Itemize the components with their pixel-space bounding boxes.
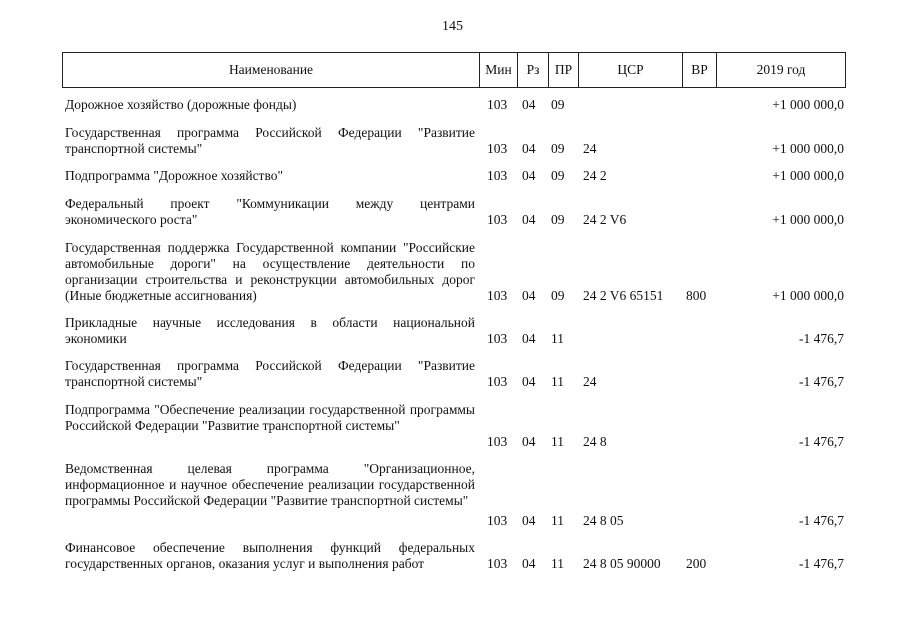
row-csr: 24 [583, 141, 597, 156]
row-min: 103 [487, 141, 508, 156]
row-rz: 04 [522, 374, 536, 389]
row-amount: +1 000 000,0 [772, 141, 844, 156]
row-csr: 24 8 [583, 434, 607, 449]
row-name: Подпрограмма "Обеспечение реализации государственной программы Российской Федерации "Развитие транспортной системы" [65, 402, 475, 433]
row-pr: 09 [551, 97, 565, 112]
page-number: 145 [442, 19, 463, 34]
row-amount: +1 000 000,0 [772, 288, 844, 303]
row-pr: 11 [551, 331, 564, 346]
row-min: 103 [487, 331, 508, 346]
row-rz: 04 [522, 513, 536, 528]
row-name: Дорожное хозяйство (дорожные фонды) [65, 97, 297, 112]
row-pr: 09 [551, 212, 565, 227]
row-csr: 24 [583, 374, 597, 389]
row-pr: 11 [551, 556, 564, 571]
row-rz: 04 [522, 141, 536, 156]
row-min: 103 [487, 288, 508, 303]
row-name: Государственная программа Российской Федерации "Развитие транспортной системы" [65, 125, 475, 156]
row-rz: 04 [522, 331, 536, 346]
row-name: Государственная поддержка Государственной компании "Российские автомобильные дороги" на осуществление деятельности по организации строительства и реконструкции автомобильных дорог (Иные бюджетные ассигнования) [65, 240, 475, 303]
row-amount: +1 000 000,0 [772, 168, 844, 183]
header-name: Наименование [228, 62, 314, 77]
header-min: Мин [479, 53, 517, 87]
row-rz: 04 [522, 212, 536, 227]
row-vr: 800 [686, 288, 707, 303]
header-rz: Рз [517, 53, 548, 87]
row-csr: 24 8 05 [583, 513, 624, 528]
row-min: 103 [487, 513, 508, 528]
row-min: 103 [487, 97, 508, 112]
header-year: 2019 год [716, 53, 845, 87]
row-name: Федеральный проект "Коммуникации между центрами экономического роста" [65, 196, 475, 227]
row-min: 103 [487, 374, 508, 389]
row-amount: -1 476,7 [799, 434, 844, 449]
row-csr: 24 2 V6 65151 [583, 288, 664, 303]
row-amount: -1 476,7 [799, 374, 844, 389]
table-header [62, 52, 846, 88]
row-csr: 24 8 05 90000 [583, 556, 661, 571]
row-amount: +1 000 000,0 [772, 212, 844, 227]
row-rz: 04 [522, 97, 536, 112]
row-csr: 24 2 V6 [583, 212, 627, 227]
header-pr: ПР [548, 53, 578, 87]
row-pr: 11 [551, 374, 564, 389]
row-name: Подпрограмма "Дорожное хозяйство" [65, 168, 283, 183]
row-rz: 04 [522, 168, 536, 183]
row-name: Финансовое обеспечение выполнения функций федеральных государственных органов, оказания услуг и выполнения работ [65, 540, 475, 571]
row-csr: 24 2 [583, 168, 607, 183]
row-amount: -1 476,7 [799, 556, 844, 571]
row-rz: 04 [522, 288, 536, 303]
row-pr: 09 [551, 288, 565, 303]
row-amount: -1 476,7 [799, 513, 844, 528]
row-name: Прикладные научные исследования в области национальной экономики [65, 315, 475, 346]
row-rz: 04 [522, 556, 536, 571]
row-pr: 09 [551, 168, 565, 183]
row-min: 103 [487, 556, 508, 571]
row-name: Ведомственная целевая программа "Организационное, информационное и научное обеспечение реализации государственной программы Российской Федерации "Развитие транспортной системы" [65, 461, 475, 508]
row-min: 103 [487, 212, 508, 227]
row-rz: 04 [522, 434, 536, 449]
row-amount: +1 000 000,0 [772, 97, 844, 112]
row-pr: 11 [551, 434, 564, 449]
row-min: 103 [487, 434, 508, 449]
header-vr: ВР [682, 53, 716, 87]
row-pr: 09 [551, 141, 565, 156]
row-pr: 11 [551, 513, 564, 528]
row-name: Государственная программа Российской Федерации "Развитие транспортной системы" [65, 358, 475, 389]
row-min: 103 [487, 168, 508, 183]
row-amount: -1 476,7 [799, 331, 844, 346]
row-vr: 200 [686, 556, 707, 571]
header-csr: ЦСР [578, 53, 682, 87]
